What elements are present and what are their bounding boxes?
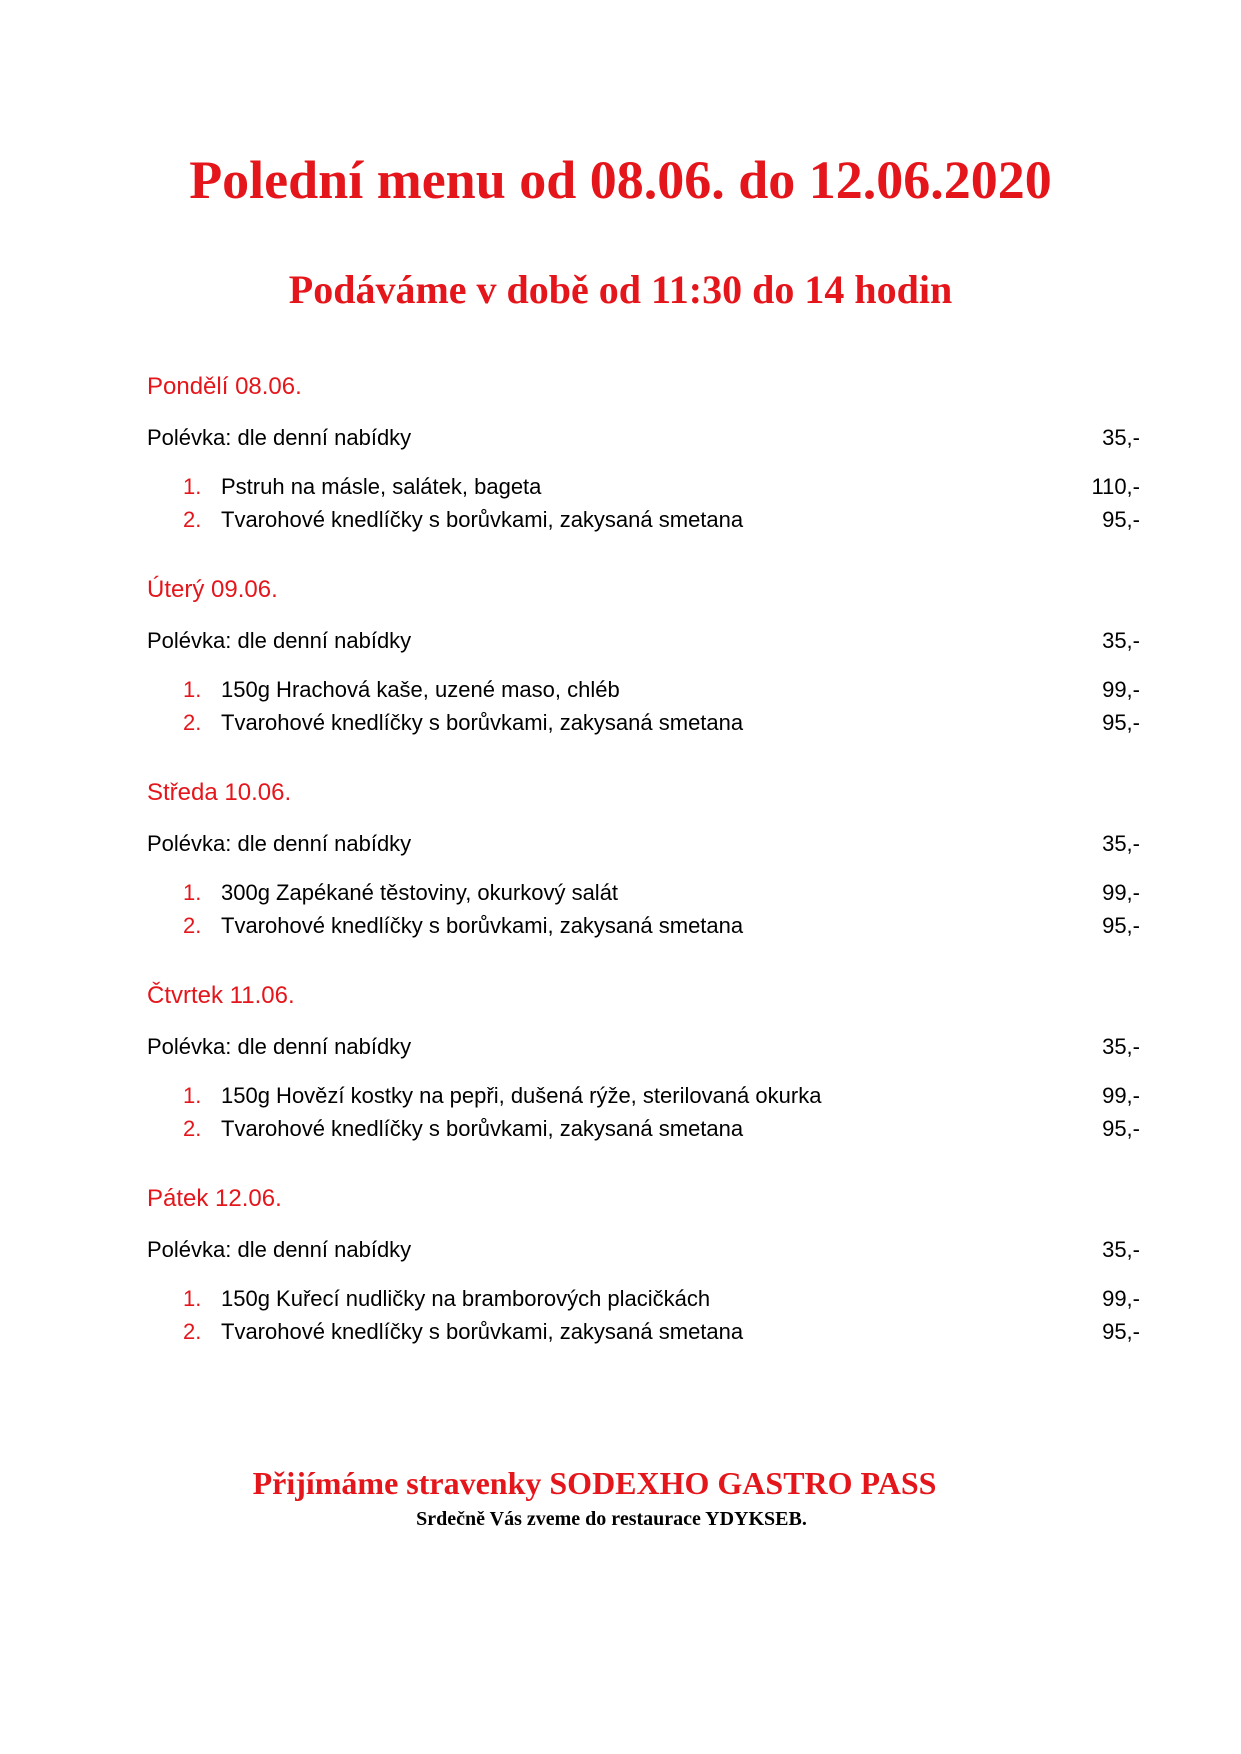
soup-price: 35,- <box>1102 425 1140 450</box>
meal-price: 95,- <box>1102 913 1140 938</box>
daily-menu-list <box>147 368 1140 1383</box>
soup-label: Polévka: dle denní nabídky <box>147 831 412 856</box>
soup-price: 35,- <box>1102 1237 1140 1262</box>
soup-row <box>147 830 1140 858</box>
soup-label: Polévka: dle denní nabídky <box>147 1237 412 1262</box>
soup-row <box>147 424 1140 452</box>
meal-number: 2. <box>183 913 202 938</box>
meal-description: Tvarohové knedlíčky s borůvkami, zakysaná smetana <box>221 507 744 532</box>
meal-number: 2. <box>183 1319 202 1344</box>
soup-label: Polévka: dle denní nabídky <box>147 1034 412 1059</box>
page-title: Polední menu od 08.06. do 12.06.2020 <box>189 150 1052 210</box>
meal-number: 2. <box>183 1116 202 1141</box>
meal-row <box>147 1318 1140 1346</box>
day-wednesday <box>147 774 1140 977</box>
meal-description: 150g Hrachová kaše, uzené maso, chléb <box>221 677 620 702</box>
meal-row <box>147 1285 1140 1313</box>
meal-number: 1. <box>183 474 202 499</box>
day-heading: Středa 10.06. <box>147 779 292 806</box>
meal-price: 110,- <box>1091 474 1140 499</box>
meal-row <box>147 1082 1140 1110</box>
meal-price: 95,- <box>1102 507 1140 532</box>
soup-row <box>147 1033 1140 1061</box>
serving-hours-subtitle: Podáváme v době od 11:30 do 14 hodin <box>288 267 953 312</box>
meal-row <box>147 676 1140 704</box>
meal-price: 95,- <box>1102 710 1140 735</box>
meal-description: Tvarohové knedlíčky s borůvkami, zakysaná smetana <box>221 1116 744 1141</box>
meal-description: Tvarohové knedlíčky s borůvkami, zakysaná smetana <box>221 913 744 938</box>
day-heading: Pátek 12.06. <box>147 1185 282 1212</box>
soup-price: 35,- <box>1102 831 1140 856</box>
day-tuesday <box>147 571 1140 774</box>
soup-price: 35,- <box>1102 1034 1140 1059</box>
meal-row <box>147 1115 1140 1143</box>
meal-description: 150g Hovězí kostky na pepři, dušená rýže, sterilovaná okurka <box>221 1083 822 1108</box>
meal-description: Pstruh na másle, salátek, bageta <box>221 474 542 499</box>
meal-number: 1. <box>183 880 202 905</box>
meal-row <box>147 506 1140 534</box>
meal-price: 99,- <box>1102 1286 1140 1311</box>
meal-number: 1. <box>183 677 202 702</box>
meal-price: 99,- <box>1102 677 1140 702</box>
meal-number: 2. <box>183 710 202 735</box>
soup-row <box>147 627 1140 655</box>
meal-price: 95,- <box>1102 1116 1140 1141</box>
meal-row <box>147 912 1140 940</box>
meal-description: Tvarohové knedlíčky s borůvkami, zakysaná smetana <box>221 1319 744 1344</box>
day-heading: Čtvrtek 11.06. <box>147 982 295 1009</box>
meal-price: 99,- <box>1102 880 1140 905</box>
meal-row <box>147 879 1140 907</box>
day-heading: Pondělí 08.06. <box>147 373 302 400</box>
meal-number: 1. <box>183 1083 202 1108</box>
meal-number: 1. <box>183 1286 202 1311</box>
meal-description: 150g Kuřecí nudličky na bramborových placičkách <box>221 1286 711 1311</box>
meal-row <box>147 473 1140 501</box>
soup-row <box>147 1236 1140 1264</box>
meal-price: 95,- <box>1102 1319 1140 1344</box>
soup-label: Polévka: dle denní nabídky <box>147 628 412 653</box>
soup-label: Polévka: dle denní nabídky <box>147 425 412 450</box>
day-monday <box>147 368 1140 571</box>
soup-price: 35,- <box>1102 628 1140 653</box>
meal-price: 99,- <box>1102 1083 1140 1108</box>
meal-description: 300g Zapékané těstoviny, okurkový salát <box>221 880 619 905</box>
meal-description: Tvarohové knedlíčky s borůvkami, zakysaná smetana <box>221 710 744 735</box>
day-heading: Úterý 09.06. <box>147 576 278 603</box>
day-thursday <box>147 977 1140 1180</box>
meal-row <box>147 709 1140 737</box>
invitation-note: Srdečně Vás zveme do restaurace YDYKSEB. <box>416 1508 807 1530</box>
day-friday <box>147 1180 1140 1383</box>
meal-voucher-notice: Přijímáme stravenky SODEXHO GASTRO PASS <box>252 1465 937 1501</box>
meal-number: 2. <box>183 507 202 532</box>
